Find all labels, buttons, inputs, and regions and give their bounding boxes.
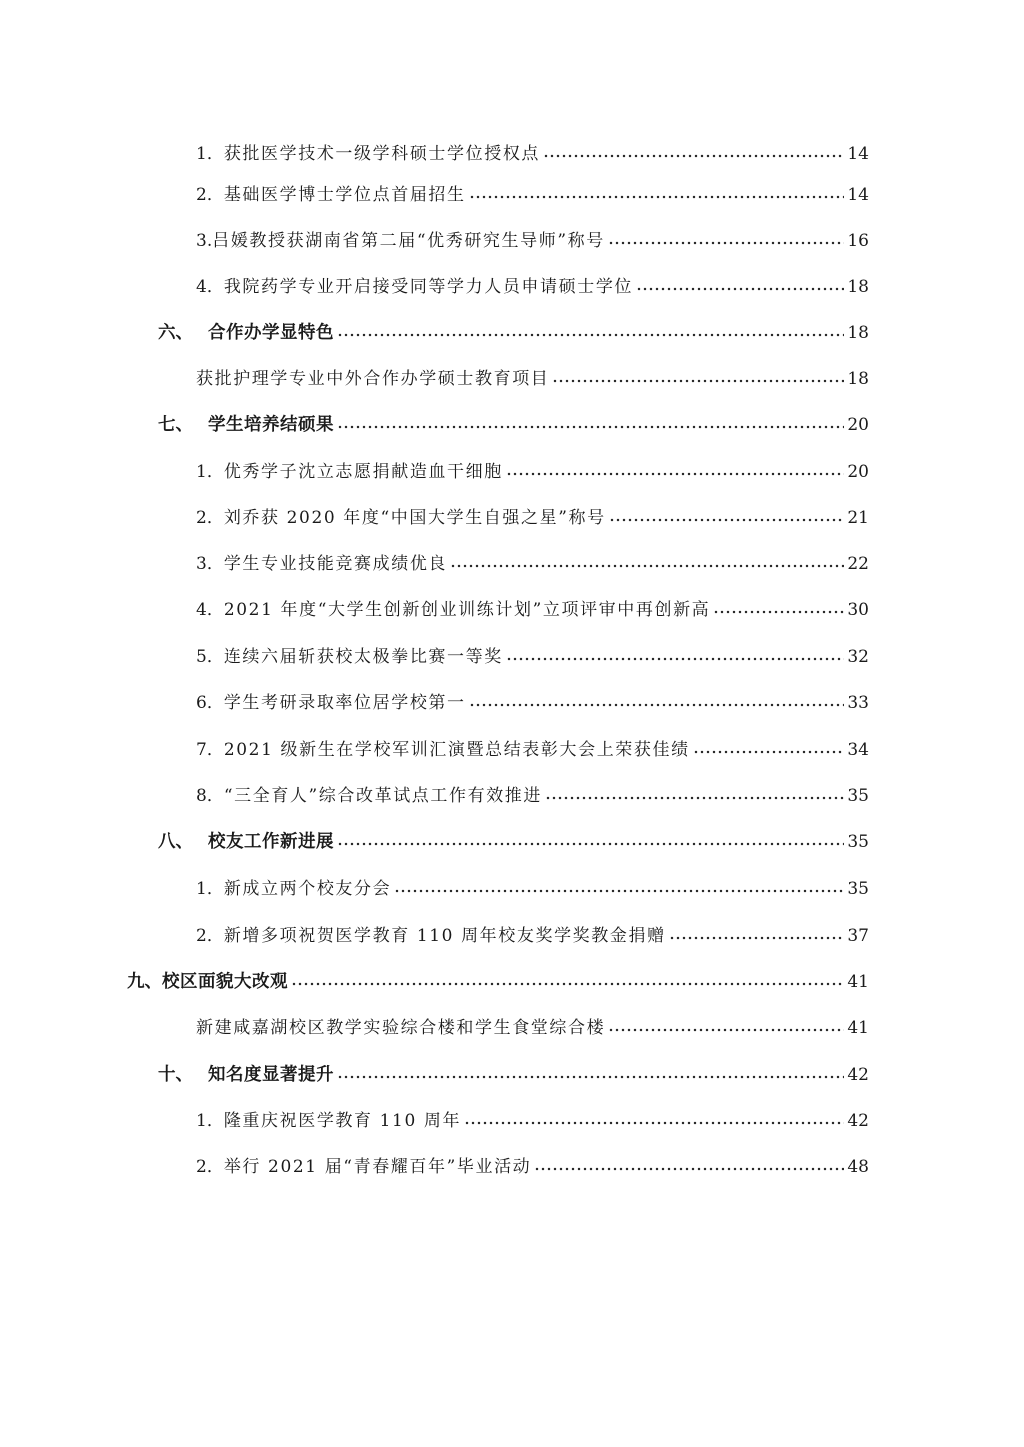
toc-section-heading[interactable] — [127, 970, 869, 994]
toc-entry-text: 2021 年度“大学生创新创业训练计划”立项评审中再创新高 — [223, 600, 711, 620]
toc-leader-dots — [693, 749, 845, 755]
toc-entry-text: 知名度显著提升 — [208, 1065, 334, 1085]
toc-entry-number: 2． — [196, 1157, 224, 1177]
toc-page-number: 35 — [847, 832, 869, 852]
toc-page-number: 20 — [847, 462, 869, 482]
toc-entry[interactable] — [196, 784, 869, 808]
toc-section-heading[interactable] — [158, 830, 869, 854]
toc-page-number: 41 — [847, 1018, 869, 1038]
toc-entry[interactable] — [196, 183, 869, 207]
toc-entry-title — [196, 924, 666, 948]
toc-entry-number: 1． — [196, 1111, 224, 1131]
toc-page-number: 41 — [847, 972, 869, 992]
toc-entry-text: “三全育人”综合改革试点工作有效推进 — [223, 786, 543, 806]
toc-page-number: 48 — [847, 1157, 869, 1177]
toc-entry[interactable] — [196, 738, 869, 762]
toc-entry[interactable] — [196, 142, 869, 166]
toc-page-number: 14 — [847, 185, 869, 205]
toc-entry-title — [158, 321, 334, 345]
toc-page-number: 42 — [847, 1065, 869, 1085]
toc-leader-dots — [534, 1166, 844, 1172]
toc-section-heading[interactable] — [158, 321, 869, 345]
toc-leader-dots — [506, 656, 845, 662]
toc-entry-title — [196, 691, 466, 715]
toc-entry-number: 4． — [196, 277, 224, 297]
toc-entry-title — [196, 1155, 531, 1179]
toc-entry[interactable] — [196, 598, 869, 622]
toc-page-number: 35 — [847, 879, 869, 899]
toc-page-number: 21 — [847, 508, 869, 528]
toc-entry-text: 获批护理学专业中外合作办学硕士教育项目 — [196, 369, 550, 389]
toc-page-number: 37 — [847, 926, 869, 946]
toc-entry[interactable] — [196, 924, 869, 948]
toc-entry-text: 新建咸嘉湖校区教学实验综合楼和学生食堂综合楼 — [196, 1018, 606, 1038]
toc-entry-text: 基础医学博士学位点首届招生 — [223, 185, 466, 205]
toc-leader-dots — [552, 378, 844, 384]
toc-entry-text: 校区面貌大改观 — [162, 972, 288, 992]
toc-page-number: 42 — [847, 1111, 869, 1131]
toc-entry-text: 优秀学子沈立志愿捐献造血干细胞 — [223, 462, 503, 482]
toc-leader-dots — [669, 935, 845, 941]
toc-leader-dots — [450, 563, 844, 569]
toc-leader-dots — [543, 153, 844, 159]
toc-page-number: 16 — [847, 231, 869, 251]
toc-entry-number: 1． — [196, 144, 224, 164]
toc-page-number: 30 — [847, 600, 869, 620]
toc-entry-title — [196, 1016, 605, 1040]
toc-section-number: 六、 — [158, 323, 193, 343]
toc-entry[interactable] — [196, 691, 869, 715]
toc-entry-text: 我院药学专业开启接受同等学力人员申请硕士学位 — [223, 277, 634, 297]
toc-leader-dots — [609, 517, 845, 523]
toc-section-number: 十、 — [158, 1065, 193, 1085]
toc-entry-title — [196, 738, 690, 762]
toc-entry-number: 6． — [196, 693, 224, 713]
toc-entry-text: 吕媛教授获湖南省第二届“优秀研究生导师”称号 — [212, 231, 605, 251]
toc-section-heading[interactable] — [158, 413, 869, 437]
toc-entry-title — [196, 506, 606, 530]
toc-entry[interactable] — [196, 460, 869, 484]
toc-leader-dots — [545, 795, 844, 801]
toc-leader-dots — [394, 888, 844, 894]
toc-section-number: 九、 — [127, 972, 162, 992]
toc-page-number: 33 — [847, 693, 869, 713]
toc-section-number: 七、 — [158, 415, 193, 435]
toc-page-number: 34 — [847, 740, 869, 760]
toc-entry-title — [196, 598, 710, 622]
toc-leader-dots — [469, 194, 845, 200]
toc-entry-text: 学生考研录取率位居学校第一 — [223, 693, 466, 713]
toc-leader-dots — [469, 702, 845, 708]
toc-entry-text: 隆重庆祝医学教育 110 周年 — [223, 1111, 462, 1131]
toc-leader-dots — [636, 286, 844, 292]
toc-entry-number: 1． — [196, 462, 224, 482]
toc-entry-title — [127, 970, 288, 994]
toc-entry[interactable] — [196, 506, 869, 530]
toc-entry-text: 2021 级新生在学校军训汇演暨总结表彰大会上荣获佳绩 — [223, 740, 690, 760]
toc-entry-text: 合作办学显特色 — [208, 323, 334, 343]
toc-entry-number: 3. — [196, 231, 213, 251]
toc-entry-title — [158, 830, 334, 854]
toc-entry-number: 2． — [196, 508, 224, 528]
toc-entry[interactable] — [196, 877, 869, 901]
toc-page-number: 35 — [847, 786, 869, 806]
toc-leader-dots — [713, 609, 844, 615]
toc-entry-title — [196, 552, 447, 576]
toc-leader-dots — [608, 1027, 844, 1033]
toc-entry-title — [158, 413, 334, 437]
toc-entry-number: 8． — [196, 786, 224, 806]
toc-entry-title — [196, 460, 503, 484]
toc-entry-title — [196, 645, 503, 669]
toc-entry-text: 新增多项祝贺医学教育 110 周年校友奖学奖教金捐赠 — [223, 926, 666, 946]
toc-entry-title — [196, 784, 542, 808]
toc-page-number: 32 — [847, 647, 869, 667]
toc-entry-title — [196, 229, 605, 253]
toc-page-number: 18 — [847, 277, 869, 297]
toc-entry[interactable] — [196, 645, 869, 669]
toc-entry-text: 学生培养结硕果 — [208, 415, 334, 435]
toc-entry-number: 2． — [196, 926, 224, 946]
toc-leader-dots — [291, 981, 844, 987]
toc-entry[interactable] — [196, 1109, 869, 1133]
toc-entry[interactable] — [196, 275, 869, 299]
toc-entry-number: 1． — [196, 879, 224, 899]
toc-entry-text: 校友工作新进展 — [208, 832, 334, 852]
toc-entry-title — [158, 1063, 334, 1087]
toc-leader-dots — [464, 1120, 844, 1126]
toc-leader-dots — [337, 332, 844, 338]
toc-leader-dots — [337, 424, 844, 430]
toc-page-number: 14 — [847, 144, 869, 164]
toc-entry-number: 7． — [196, 740, 224, 760]
toc-leader-dots — [608, 240, 845, 246]
toc-entry-text: 举行 2021 届“青春耀百年”毕业活动 — [223, 1157, 532, 1177]
toc-section-heading[interactable] — [158, 1063, 869, 1087]
toc-entry-number: 3． — [196, 554, 224, 574]
toc-entry-text: 连续六届斩获校太极拳比赛一等奖 — [223, 647, 503, 667]
toc-entry[interactable] — [196, 1016, 869, 1040]
toc-entry[interactable] — [196, 1155, 869, 1179]
toc-page-number: 18 — [847, 323, 869, 343]
toc-entry[interactable] — [196, 229, 869, 253]
toc-page-number: 22 — [847, 554, 869, 574]
toc-entry-number: 4． — [196, 600, 224, 620]
toc-entry-text: 学生专业技能竞赛成绩优良 — [223, 554, 448, 574]
toc-section-number: 八、 — [158, 832, 193, 852]
toc-entry-title — [196, 1109, 461, 1133]
toc-entry-title — [196, 877, 391, 901]
toc-entry-number: 5． — [196, 647, 224, 667]
toc-entry-text: 刘乔获 2020 年度“中国大学生自强之星”称号 — [223, 508, 606, 528]
toc-entry-number: 2． — [196, 185, 224, 205]
toc-entry-text: 新成立两个校友分会 — [223, 879, 392, 899]
toc-entry-title — [196, 183, 466, 207]
toc-page-number: 20 — [847, 415, 869, 435]
toc-entry-title — [196, 275, 633, 299]
toc-entry-title — [196, 367, 549, 391]
toc-entry-title — [196, 142, 540, 166]
toc-entry-text: 获批医学技术一级学科硕士学位授权点 — [223, 144, 541, 164]
toc-entry[interactable] — [196, 552, 869, 576]
toc-page-number: 18 — [847, 369, 869, 389]
toc-leader-dots — [506, 471, 845, 477]
toc-leader-dots — [337, 841, 844, 847]
toc-leader-dots — [337, 1074, 844, 1080]
toc-entry[interactable] — [196, 367, 869, 391]
